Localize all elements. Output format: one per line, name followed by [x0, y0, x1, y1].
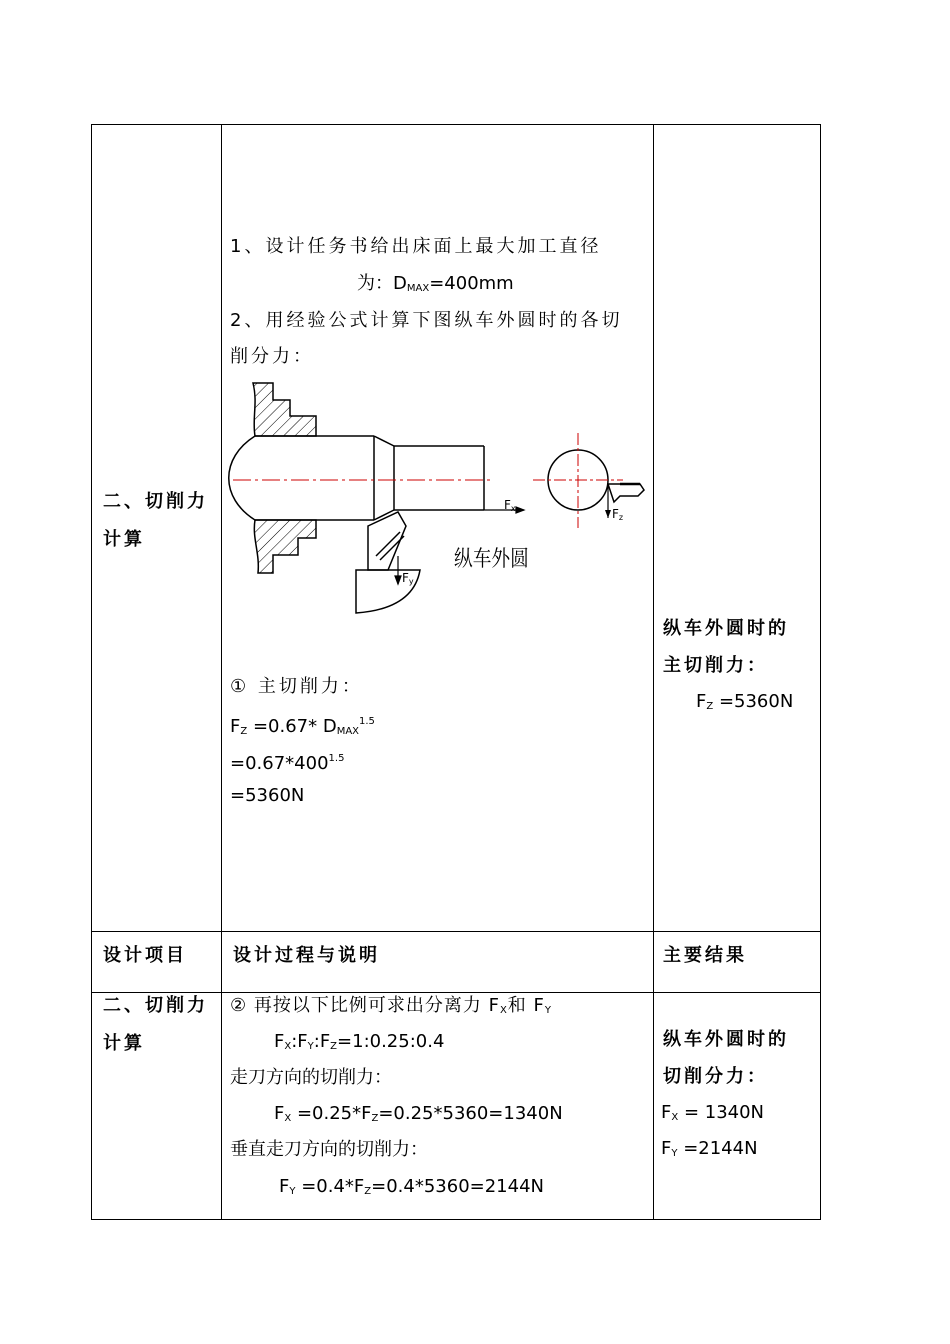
row1-result-sub: Z	[706, 701, 714, 712]
row2-radial-force-title: 垂直走刀方向的切削力：	[230, 1139, 428, 1160]
formula1-b: =0.67* D	[247, 716, 337, 737]
formula-line3: =5360N	[230, 785, 305, 806]
fy-formula-sub1: Y	[289, 1186, 296, 1197]
table-col-divider-2	[653, 124, 654, 1220]
ratio-a: F	[274, 1031, 285, 1052]
fx-formula-sub1: X	[284, 1113, 292, 1124]
row1-result-value	[696, 691, 793, 718]
row2-feed-force-title: 走刀方向的切削力：	[230, 1067, 392, 1088]
chuck-jaw-bottom	[254, 520, 316, 573]
fy-formula-sub2: Z	[364, 1186, 372, 1197]
row2-result-fx	[661, 1102, 764, 1129]
row2-result-fx-sub: X	[671, 1112, 679, 1123]
row2-step2-sub2: Y	[544, 1005, 552, 1016]
ratio-c: :F	[313, 1031, 331, 1052]
table-border-left	[91, 124, 92, 1220]
row2-result-fy-b: =2144N	[677, 1138, 758, 1159]
formula1-sup: 1.5	[359, 716, 375, 727]
cutting-tool	[356, 512, 420, 613]
fy-formula-c: =0.4*5360=2144N	[371, 1176, 544, 1197]
row2-result-line1: 纵车外圆时的	[663, 1029, 789, 1050]
row2-ratio	[274, 1031, 444, 1058]
header-main-results: 主要结果	[663, 945, 747, 966]
row2-result-fx-a: F	[661, 1102, 672, 1123]
row2-step2-sub1: X	[499, 1005, 508, 1016]
fy-formula-a: F	[279, 1176, 290, 1197]
ratio-sub3: Z	[330, 1041, 338, 1052]
formula1-a: F	[230, 716, 241, 737]
turning-diagram	[228, 378, 648, 628]
end-view	[533, 433, 644, 528]
table-rule-header-top	[91, 931, 821, 932]
row1-para2-line1: 2、用经验公式计算下图纵车外圆时的各切	[230, 310, 623, 331]
row2-step2	[230, 995, 552, 1022]
fx-formula-b: =0.25*F	[291, 1103, 372, 1124]
row2-result-fy-sub: Y	[671, 1148, 678, 1159]
ratio-sub1: X	[284, 1041, 292, 1052]
formula1-sub2: MAX	[336, 726, 360, 737]
table-border-top	[91, 124, 821, 125]
figure-caption: 纵车外圆	[454, 545, 529, 572]
fx-formula-a: F	[274, 1103, 285, 1124]
row1-para2-line2: 削分力：	[230, 346, 314, 367]
row1-result-b: =5360N	[713, 691, 794, 712]
fz-label: Fz	[612, 507, 624, 522]
workpiece-body	[255, 436, 484, 520]
ratio-d: =1:0.25:0.4	[337, 1031, 445, 1052]
fx-formula-c: =0.25*5360=1340N	[378, 1103, 563, 1124]
row2-fx-formula	[274, 1103, 563, 1130]
row1-label-line1: 二、切削力	[103, 491, 208, 512]
row1-label-line2: 计算	[103, 529, 145, 550]
formula-line1	[230, 711, 375, 743]
table-border-right	[820, 124, 821, 1220]
fx-label: Fx	[504, 498, 516, 513]
fx-formula-sub2: Z	[371, 1113, 379, 1124]
row1-para1-prefix: 为：D	[357, 273, 407, 294]
row1-para1-line2	[357, 273, 514, 300]
row2-result-line2: 切削分力：	[663, 1066, 768, 1087]
fy-label: Fy	[402, 571, 414, 586]
table-rule-header-bottom	[91, 992, 821, 993]
header-design-item: 设计项目	[103, 945, 187, 966]
row2-step2-a: ② 再按以下比例可求出分离力 F	[230, 995, 500, 1016]
row2-step2-b: 和 F	[507, 995, 545, 1016]
fy-formula-b: =0.4*F	[295, 1176, 365, 1197]
header-design-process: 设计过程与说明	[233, 945, 380, 966]
row2-label-line2: 计算	[103, 1033, 145, 1054]
row1-para1-sub: MAX	[406, 283, 430, 294]
row2-result-fy	[661, 1138, 758, 1165]
formula1-sub: Z	[240, 726, 248, 737]
row2-result-fy-a: F	[661, 1138, 672, 1159]
row1-para1-line1: 1、设计任务书给出床面上最大加工直径	[230, 236, 602, 257]
row2-result-fx-b: = 1340N	[678, 1102, 765, 1123]
workpiece-left-profile	[229, 436, 255, 520]
ratio-sub2: Y	[307, 1041, 314, 1052]
row1-para1-suffix: =400mm	[429, 273, 514, 294]
ratio-b: :F	[291, 1031, 308, 1052]
table-col-divider-1	[221, 124, 222, 1220]
row1-result-a: F	[696, 691, 707, 712]
chuck-jaw-top	[253, 383, 316, 436]
formula2-sup: 1.5	[328, 753, 345, 764]
row2-fy-formula	[279, 1176, 544, 1203]
row1-result-line1: 纵车外圆时的	[663, 618, 789, 639]
step1-title: ① 主切削力：	[230, 676, 363, 697]
formula-line2	[230, 748, 344, 775]
table-border-bottom	[91, 1219, 821, 1220]
row2-label-line1: 二、切削力	[103, 995, 208, 1016]
formula2-a: =0.67*400	[230, 753, 329, 774]
row1-result-line2: 主切削力：	[663, 655, 768, 676]
